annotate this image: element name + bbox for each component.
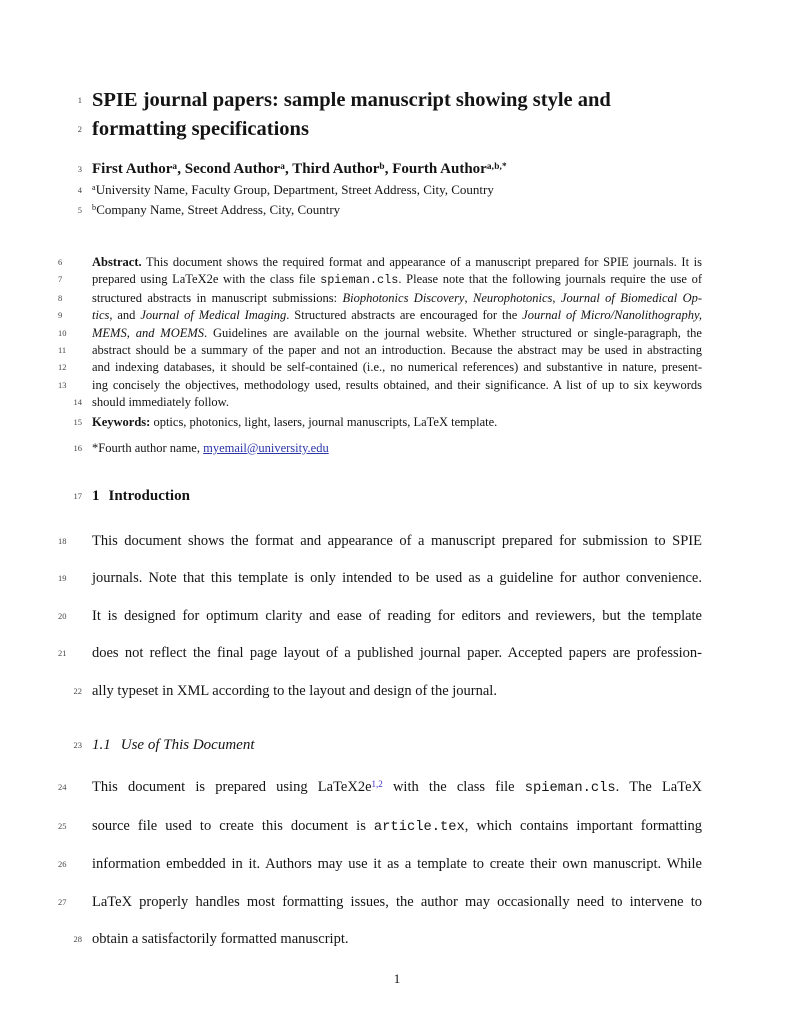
text-segment: b xyxy=(92,203,97,213)
subsection-paragraph xyxy=(58,769,702,959)
text-segment: LaTeX properly handles most formatting issues, the author may occasionally need to intervene to xyxy=(92,893,702,910)
line-number: 17 xyxy=(73,490,82,501)
section-heading xyxy=(73,486,702,506)
line-number: 8 xyxy=(58,292,63,303)
line-number: 14 xyxy=(73,397,82,408)
line-number: 4 xyxy=(77,185,82,195)
body-text: This document shows the format and appearance of a manuscript prepared for submission to SPIE xyxy=(92,532,702,549)
text-segment: Journal of Micro/Nanolithography, xyxy=(522,308,702,323)
text-segment: . Structured abstracts are encouraged for the xyxy=(286,308,523,323)
abstract-line xyxy=(58,307,702,324)
line-number: 11 xyxy=(58,345,67,356)
paper-title-line xyxy=(77,115,702,144)
text-segment: b xyxy=(379,161,385,172)
keywords-line xyxy=(73,413,702,431)
abstract-line xyxy=(58,290,703,307)
text-segment: . The LaTeX xyxy=(615,779,702,796)
text-segment: Biophotonics Discovery xyxy=(342,290,465,305)
text-segment: *Fourth author name, xyxy=(92,440,204,455)
text-segment: a,b,* xyxy=(486,161,507,172)
line-number: 20 xyxy=(58,610,67,621)
text-segment: a xyxy=(92,183,96,193)
abstract-line xyxy=(58,271,703,289)
body-line xyxy=(73,921,702,959)
abstract-text xyxy=(92,326,702,340)
line-number: 15 xyxy=(73,416,82,427)
text-segment: with the class file xyxy=(382,779,525,796)
body-text: does not reflect the final page layout of a published journal paper. Accepted papers are profession- xyxy=(92,645,702,662)
abstract-text xyxy=(92,343,702,357)
section-title: Introduction xyxy=(108,487,190,504)
abstract-text xyxy=(92,395,229,409)
body-text xyxy=(92,856,702,872)
page-number: 1 xyxy=(393,970,401,986)
line-number: 9 xyxy=(58,310,63,321)
text-segment: Second Author xyxy=(184,161,281,177)
body-line xyxy=(58,635,702,673)
line-number: 27 xyxy=(58,896,67,907)
body-text: ally typeset in XML according to the layout and design of the journal. xyxy=(92,682,497,699)
title-text: formatting specifications xyxy=(92,118,309,140)
text-segment: MEMS, and MOEMS xyxy=(92,325,205,340)
abstract-line xyxy=(58,342,702,359)
line-number: 7 xyxy=(58,274,63,285)
text-segment: , xyxy=(464,290,473,305)
line-number: 24 xyxy=(58,782,67,793)
body-text xyxy=(92,931,349,947)
authors-text xyxy=(92,161,507,177)
abstract-line xyxy=(58,359,702,376)
text-segment: Neurophotonics xyxy=(473,290,553,305)
keywords-text xyxy=(92,415,497,429)
body-text xyxy=(92,894,702,910)
text-segment: spieman.cls xyxy=(320,273,399,288)
abstract-text xyxy=(92,360,702,374)
body-line xyxy=(58,523,702,561)
abstract-line xyxy=(58,254,702,271)
text-segment: abstract should be a summary of the paper and not an introduction. Because the abstract may be used in abstracting xyxy=(92,343,702,358)
abstract-text xyxy=(92,291,702,305)
text-segment: structured abstracts in manuscript submissions: xyxy=(92,290,343,305)
body-text xyxy=(92,779,702,795)
text-segment: , and xyxy=(109,308,141,323)
affiliation-line xyxy=(77,181,702,201)
text-segment: . Guidelines are available on the journal website. Whether structured or single-paragraph, the xyxy=(204,325,702,340)
line-number: 2 xyxy=(77,124,82,134)
citation-link[interactable]: 1,2 xyxy=(371,778,383,789)
line-number: 19 xyxy=(58,573,67,584)
text-segment: Journal of Biomedical Op- xyxy=(560,290,703,305)
abstract-line xyxy=(58,377,702,394)
text-segment: tics xyxy=(92,308,110,323)
subsection-number: 1.1 xyxy=(92,737,111,754)
text-segment: Abstract. xyxy=(92,255,142,269)
text-segment: a xyxy=(172,161,178,172)
text-segment: University Name, Faculty Group, Department, Street Address, City, Country xyxy=(95,182,494,197)
abstract-text xyxy=(92,378,702,392)
subsection-heading xyxy=(73,735,702,755)
text-segment: , xyxy=(552,290,561,305)
body-line xyxy=(58,808,702,847)
text-segment: article.tex xyxy=(373,819,465,835)
affiliation-text xyxy=(92,182,494,197)
text-segment: optics, photonics, light, lasers, journal manuscripts, LaTeX template. xyxy=(150,414,498,429)
abstract-line xyxy=(73,394,702,411)
line-number: 1 xyxy=(77,95,82,105)
text-segment: Fourth Author xyxy=(392,161,487,177)
text-segment: , xyxy=(285,161,293,177)
text-segment: information embedded in it. Authors may use it as a template to create their own manuscript. While xyxy=(92,856,702,873)
text-segment: , which contains important formatting xyxy=(464,817,702,834)
section-number: 1 xyxy=(92,487,100,504)
body-line xyxy=(58,560,702,598)
text-segment: Company Name, Street Address, City, Country xyxy=(96,202,341,217)
line-number: 16 xyxy=(73,442,82,453)
text-segment: a xyxy=(280,161,286,172)
paper-title-line xyxy=(77,86,702,115)
body-line xyxy=(58,884,702,922)
line-number: 22 xyxy=(73,685,82,696)
authors-line xyxy=(77,160,702,181)
text-segment: spieman.cls xyxy=(524,781,616,797)
line-number: 26 xyxy=(58,859,67,870)
text-segment: Journal of Medical Imaging xyxy=(140,308,287,323)
text-segment: Keywords: xyxy=(92,414,151,429)
affiliation-line xyxy=(77,201,702,221)
text-segment: , xyxy=(384,161,393,177)
title-text: SPIE journal papers: sample manuscript showing style and xyxy=(92,89,611,111)
text-segment: This document shows the required format and appearance of a manuscript prepared for SPIE journals. It is xyxy=(141,255,702,269)
line-number: 5 xyxy=(77,205,82,215)
line-number: 10 xyxy=(58,327,67,338)
body-line xyxy=(73,673,702,711)
abstract-text xyxy=(92,272,702,286)
email-link[interactable]: myemail@university.edu xyxy=(203,440,329,455)
line-number: 21 xyxy=(58,648,67,659)
body-line xyxy=(58,598,702,636)
abstract-text xyxy=(92,255,702,269)
body-text: It is designed for optimum clarity and ease of reading for editors and reviewers, but the template xyxy=(92,607,702,624)
abstract-text xyxy=(92,308,702,322)
body-line xyxy=(58,769,702,808)
page-footer xyxy=(92,971,702,987)
line-number: 13 xyxy=(58,379,67,390)
text-segment: Third Author xyxy=(292,161,380,177)
text-segment: source file used to create this document is xyxy=(92,817,374,834)
text-segment: prepared using LaTeX2e with the class file xyxy=(92,272,321,287)
text-segment: ing concisely the objectives, methodology used, results obtained, and their significance. A list of up to six keywords xyxy=(92,377,702,392)
line-number: 23 xyxy=(73,740,82,751)
body-text xyxy=(92,818,702,834)
correspondence-text xyxy=(92,441,329,455)
text-segment: This document is prepared using LaTeX2e xyxy=(92,779,372,796)
text-segment: obtain a satisfactorily formatted manuscript. xyxy=(92,931,349,948)
body-text: journals. Note that this template is only intended to be used as a guideline for author convenience. xyxy=(92,570,702,587)
text-segment: , xyxy=(177,161,185,177)
line-number: 18 xyxy=(58,535,67,546)
subsection-title: Use of This Document xyxy=(120,737,255,754)
abstract-line xyxy=(58,325,702,342)
text-segment: and indexing databases, it should be self-contained (i.e., no numerical references) and substantive in nature, present- xyxy=(92,360,702,375)
line-number: 3 xyxy=(77,164,82,174)
line-number: 6 xyxy=(58,257,63,267)
intro-paragraph xyxy=(58,523,702,711)
line-number: 12 xyxy=(58,362,67,373)
abstract-block xyxy=(58,254,703,412)
text-segment: . Please note that the following journals require the use of xyxy=(398,272,703,287)
text-segment: should immediately follow. xyxy=(92,395,230,410)
line-number: 25 xyxy=(58,820,67,831)
line-number: 28 xyxy=(73,934,82,945)
affiliation-text xyxy=(92,202,340,217)
correspondence-line xyxy=(73,439,702,457)
text-segment: First Author xyxy=(92,161,173,177)
body-line xyxy=(58,846,702,884)
